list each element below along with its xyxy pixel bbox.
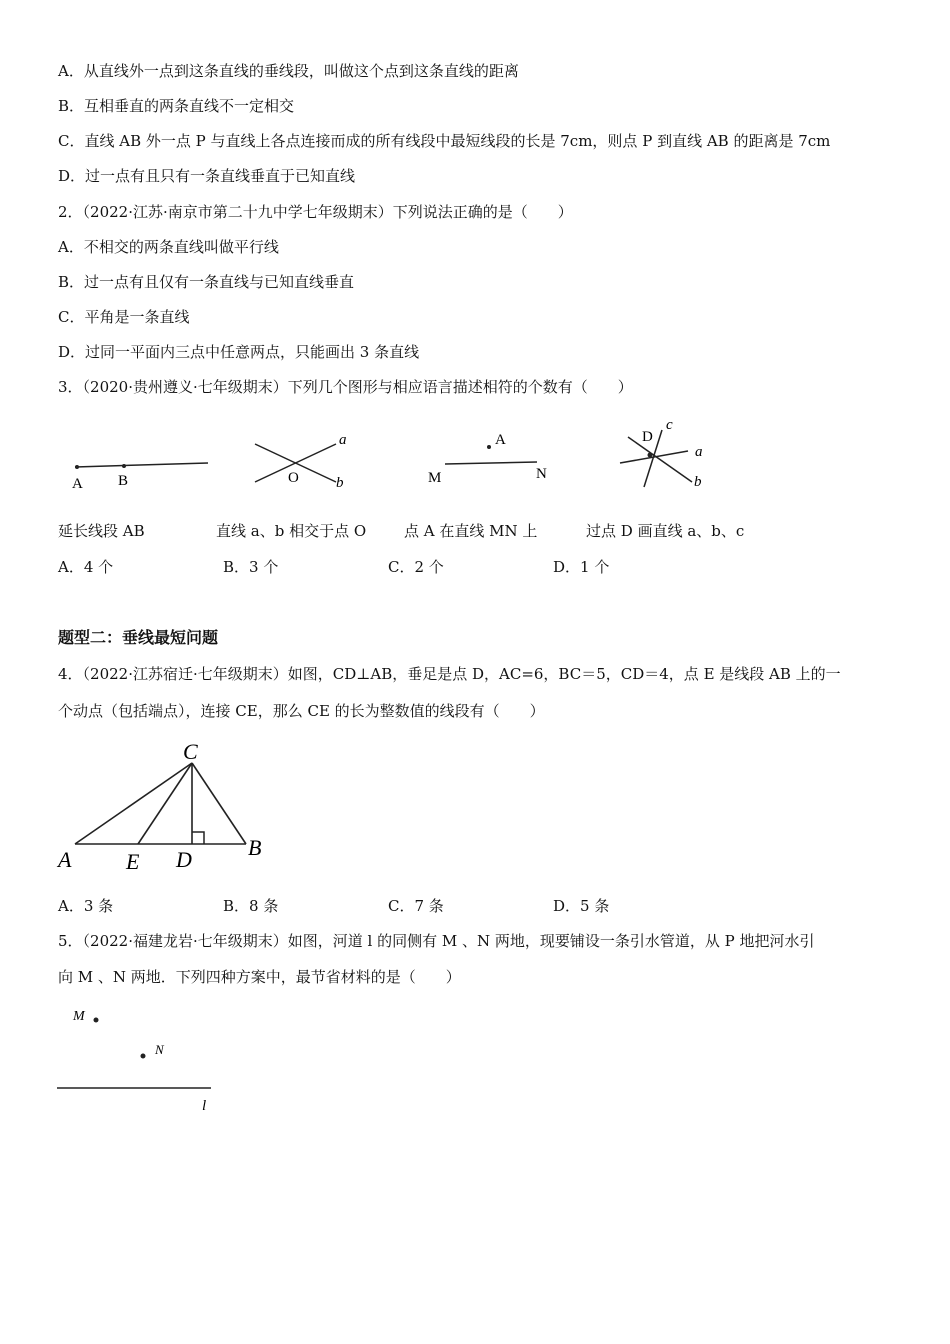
q4-option-b: B．8 条	[223, 897, 279, 915]
q3-option-a: A．4 个	[58, 558, 114, 576]
q3-fig4-label-c: c	[666, 417, 673, 433]
q3-option-d: D．1 个	[553, 558, 610, 576]
q3-fig4-label-a: a	[695, 444, 703, 460]
q1-option-a: A．从直线外一点到这条直线的垂线段，叫做这个点到这条直线的距离	[58, 62, 519, 80]
q3-option-c: C．2 个	[388, 558, 444, 576]
q3-option-b: B．3 个	[223, 558, 279, 576]
q2-option-a: A．不相交的两条直线叫做平行线	[58, 238, 279, 256]
q4-option-d: D．5 条	[553, 897, 610, 915]
q2-option-c: C．平角是一条直线	[58, 308, 190, 326]
q3-fig3-label-a: A	[495, 432, 506, 448]
q2-stem: 2．（2022·江苏·南京市第二十九中学七年级期末）下列说法正确的是（ ）	[58, 203, 573, 221]
q3-caption-3: 点 A 在直线 MN 上	[404, 522, 538, 540]
q5-label-m: M	[73, 1009, 85, 1024]
q4-label-c: C	[183, 739, 198, 764]
q3-fig4-label-d: D	[642, 429, 653, 445]
q4-stem-line2: 个动点（包括端点），连接 CE，那么 CE 的长为整数值的线段有（ ）	[58, 702, 545, 720]
q1-option-c: C．直线 AB 外一点 P 与直线上各点连接而成的所有线段中最短线段的长是 7cm，则点 P 到直线 AB 的距离是 7cm	[58, 132, 831, 150]
q3-figure-lines-through-d	[610, 415, 720, 495]
q5-label-l: l	[202, 1098, 207, 1114]
q4-figure-triangle	[55, 735, 285, 880]
q3-fig4-label-b: b	[694, 474, 702, 490]
q3-fig3-label-m: M	[428, 470, 442, 486]
q2-option-b: B．过一点有且仅有一条直线与已知直线垂直	[58, 273, 355, 291]
q5-stem-line1: 5．（2022·福建龙岩·七年级期末）如图，河道 l 的同侧有 M 、N 两地，现要铺设一条引水管道，从 P 地把河水引	[58, 932, 815, 950]
q2-option-d: D．过同一平面内三点中任意两点，只能画出 3 条直线	[58, 343, 420, 361]
q3-fig1-label-a: A	[72, 476, 83, 492]
q3-caption-1: 延长线段 AB	[58, 522, 145, 540]
q5-stem-line2: 向 M 、N 两地．下列四种方案中，最节省材料的是（ ）	[58, 968, 461, 986]
q3-fig2-label-b: b	[336, 475, 344, 491]
q3-caption-2: 直线 a、b 相交于点 O	[216, 522, 367, 540]
q4-option-a: A．3 条	[58, 897, 114, 915]
q3-fig2-label-o: O	[288, 470, 299, 486]
q5-label-n: N	[155, 1042, 164, 1057]
q3-figure-intersecting-lines	[250, 430, 360, 490]
q4-label-a: A	[58, 847, 72, 872]
q3-fig2-label-a: a	[339, 432, 347, 448]
q3-figure-segment-ab	[60, 445, 220, 495]
section-title: 题型二：垂线最短问题	[58, 628, 219, 647]
q4-label-d: D	[176, 847, 192, 872]
q3-fig3-label-n: N	[536, 466, 547, 482]
q3-figure-line-mn	[425, 425, 565, 485]
q5-figure-river	[55, 1000, 225, 1120]
q1-option-b: B．互相垂直的两条直线不一定相交	[58, 97, 295, 115]
q3-fig1-label-b: B	[118, 473, 129, 489]
q4-option-c: C．7 条	[388, 897, 444, 915]
q1-option-d: D．过一点有且只有一条直线垂直于已知直线	[58, 167, 356, 185]
q4-label-e: E	[126, 849, 140, 874]
q3-caption-4: 过点 D 画直线 a、b、c	[586, 522, 745, 540]
q4-label-b: B	[248, 835, 262, 860]
q3-stem: 3．（2020·贵州遵义·七年级期末）下列几个图形与相应语言描述相符的个数有（ ）	[58, 378, 633, 396]
q4-stem-line1: 4．（2022·江苏宿迁·七年级期末）如图，CD⊥AB，垂足是点 D，AC=6，BC＝5，CD＝4，点 E 是线段 AB 上的一	[58, 665, 841, 683]
